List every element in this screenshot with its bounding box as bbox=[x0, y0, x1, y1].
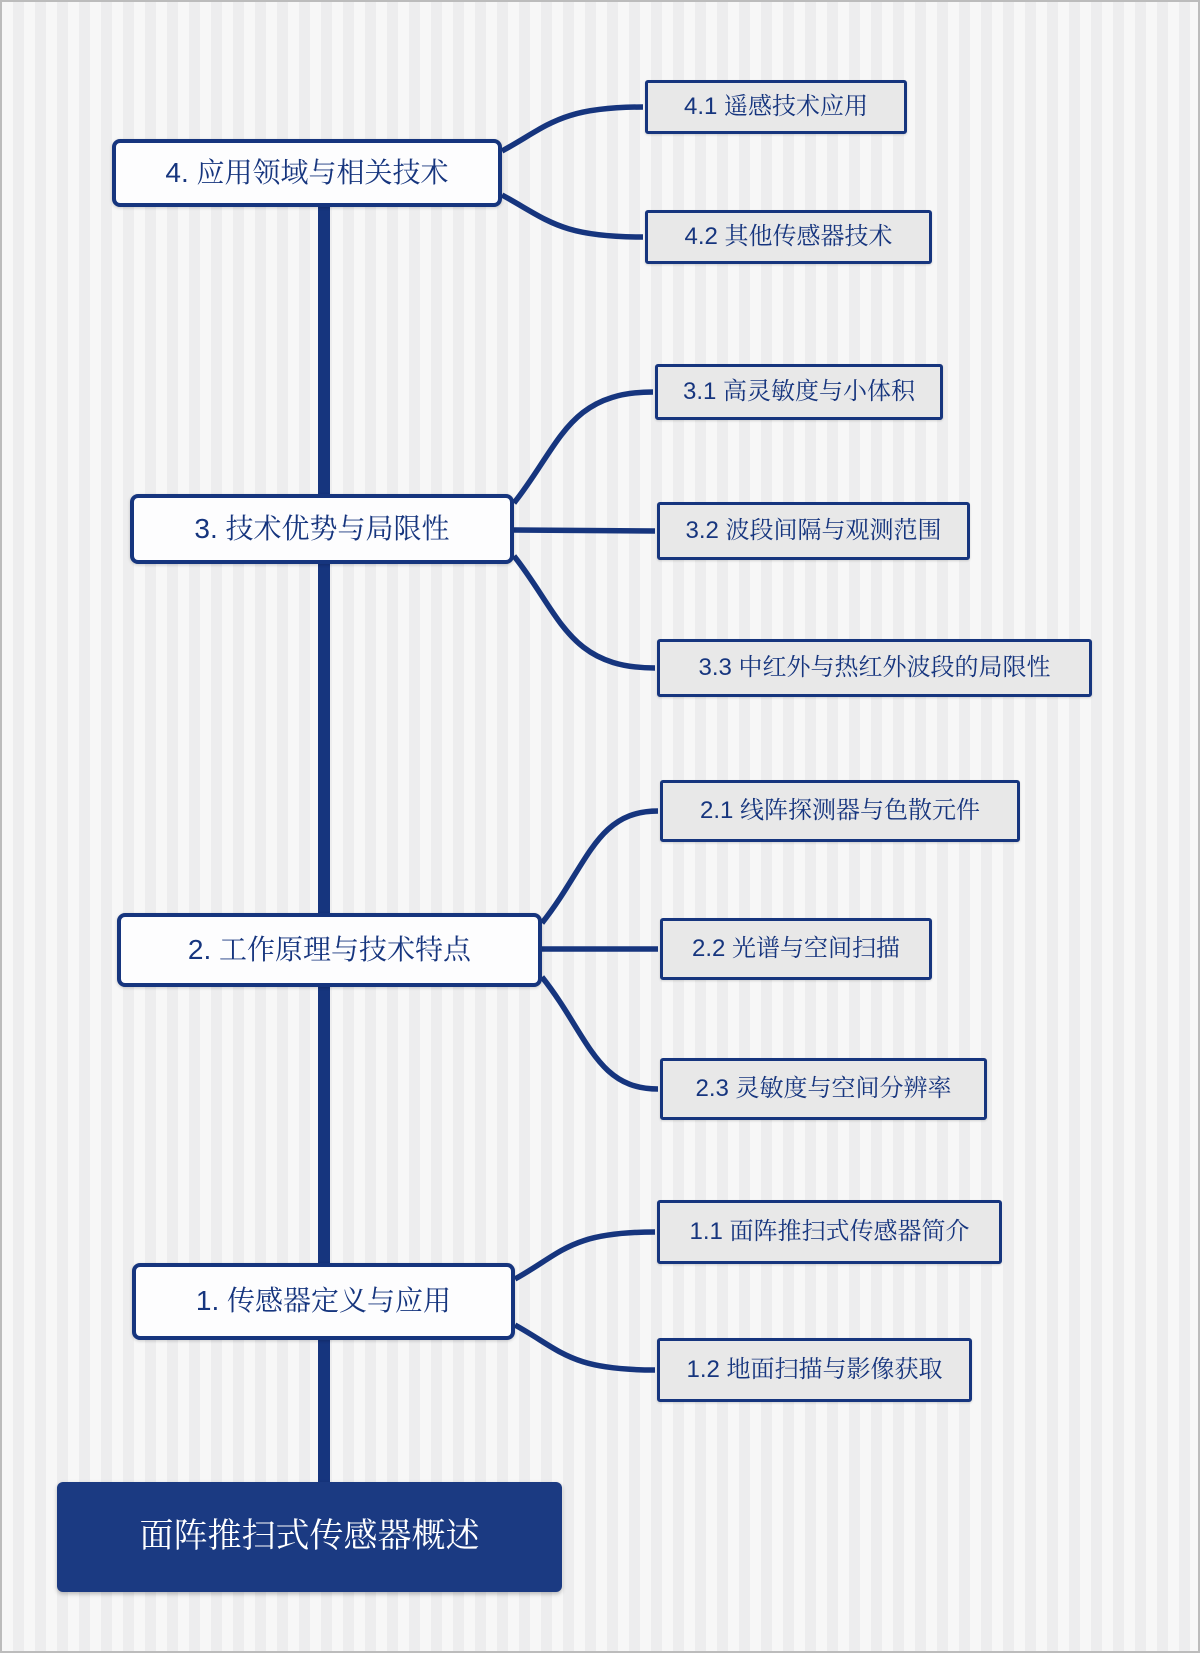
branch-node-4[interactable] bbox=[112, 139, 502, 207]
mindmap-connectors bbox=[2, 2, 1200, 1653]
root-node[interactable] bbox=[57, 1482, 562, 1592]
child-node-1-2-label: 1.2 地面扫描与影像获取 bbox=[686, 1356, 943, 1384]
child-node-3-2-label: 3.2 波段间隔与观测范围 bbox=[685, 517, 942, 545]
child-node-4-1-label: 4.1 遥感技术应用 bbox=[683, 93, 869, 121]
child-node-2-3[interactable] bbox=[660, 1058, 987, 1120]
connector-3-2 bbox=[514, 530, 655, 531]
branch-node-2-label: 2. 工作原理与技术特点 bbox=[187, 933, 472, 965]
child-node-3-3-label: 3.3 中红外与热红外波段的局限性 bbox=[698, 654, 1051, 682]
child-node-4-1[interactable] bbox=[645, 80, 907, 134]
connector-3-3 bbox=[514, 556, 655, 668]
child-node-3-3[interactable] bbox=[657, 639, 1092, 697]
root-node-label: 面阵推扫式传感器概述 bbox=[139, 1517, 480, 1556]
connector-3-1 bbox=[514, 392, 653, 503]
child-node-1-1-label: 1.1 面阵推扫式传感器简介 bbox=[689, 1218, 970, 1246]
connector-2-1 bbox=[542, 811, 658, 923]
branch-node-3-label: 3. 技术优势与局限性 bbox=[194, 512, 450, 544]
child-node-3-2[interactable] bbox=[657, 502, 970, 560]
branch-node-1-label: 1. 传感器定义与应用 bbox=[195, 1285, 452, 1317]
connector-4-1 bbox=[502, 107, 643, 151]
child-node-2-1[interactable] bbox=[660, 780, 1020, 842]
child-node-2-1-label: 2.1 线阵探测器与色散元件 bbox=[699, 797, 981, 825]
connector-1-1 bbox=[515, 1232, 655, 1279]
child-node-2-3-label: 2.3 灵敏度与空间分辨率 bbox=[695, 1075, 952, 1103]
child-node-1-1[interactable] bbox=[657, 1200, 1002, 1264]
branch-node-1[interactable] bbox=[132, 1263, 515, 1340]
connector-4-2 bbox=[502, 195, 643, 237]
branch-node-3[interactable] bbox=[130, 494, 514, 564]
connector-1-2 bbox=[515, 1325, 655, 1370]
child-node-2-2-label: 2.2 光谱与空间扫描 bbox=[691, 935, 901, 963]
connector-2-3 bbox=[542, 977, 658, 1089]
child-node-4-2[interactable] bbox=[645, 210, 932, 264]
child-node-3-1[interactable] bbox=[655, 364, 943, 420]
child-node-3-1-label: 3.1 高灵敏度与小体积 bbox=[682, 378, 916, 406]
child-node-1-2[interactable] bbox=[657, 1338, 972, 1402]
child-node-4-2-label: 4.2 其他传感器技术 bbox=[684, 223, 893, 251]
branch-node-2[interactable] bbox=[117, 913, 542, 987]
child-node-2-2[interactable] bbox=[660, 918, 932, 980]
branch-node-4-label: 4. 应用领域与相关技术 bbox=[165, 156, 449, 188]
